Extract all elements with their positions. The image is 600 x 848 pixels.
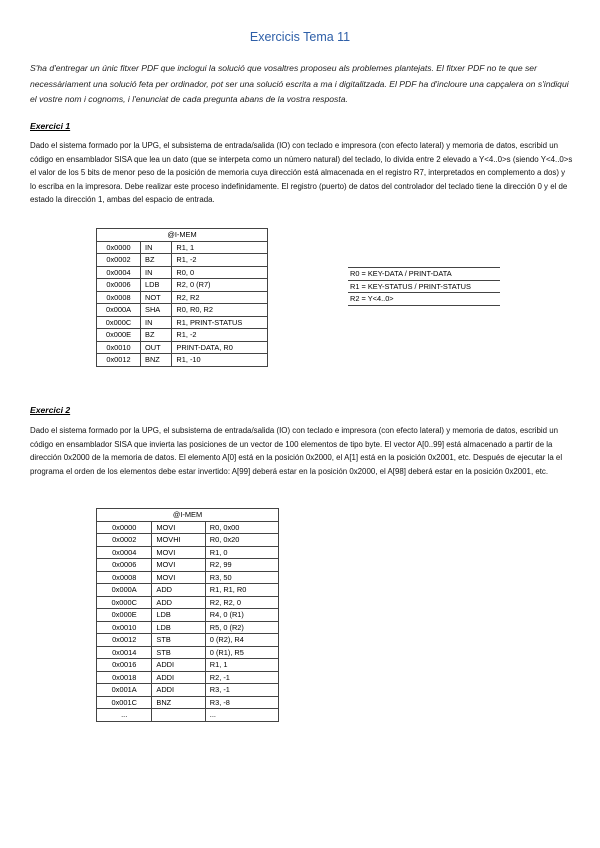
table-row (97, 571, 279, 584)
opcode-cell: MOVI (152, 521, 205, 534)
operands-cell: R5, 0 (R2) (205, 621, 278, 634)
table-row (97, 584, 279, 597)
address-cell: 0x0018 (97, 671, 152, 684)
register-r2-note: R2 = Y<4..0> (348, 293, 500, 306)
operands-cell: R1, -2 (172, 329, 268, 342)
address-cell: 0x0010 (97, 621, 152, 634)
address-cell: 0x000C (97, 316, 141, 329)
table-row (97, 684, 279, 697)
table-row (97, 621, 279, 634)
table-row (97, 291, 268, 304)
opcode-cell (152, 709, 205, 722)
opcode-cell: ADDI (152, 684, 205, 697)
exercise-2-statement: Dado el sistema formado por la UPG, el subsistema de entrada/salida (IO) con teclado e impresora (con efecto lateral) y memoria de datos, escribid un código en ensamblador SISA que invierta las posiciones de un vector de 100 elementos de tipo byte. El vector A[0..99] está almacenado a partir de la dirección 0x2000 de la memoria de datos. El elemento A[0] está en la posición 0x2000, el A[1] está en la posición 0x2001, etc. Después de ejecutar la el programa el orden de los elementos debe estar invertido: A[99] deberá estar en la posición 0x2000, el A[98] deberá estar en la posición 0x2001, etc. (30, 426, 563, 476)
operands-cell: R0, R0, R2 (172, 304, 268, 317)
address-cell: 0x000E (97, 329, 141, 342)
table-row (97, 659, 279, 672)
table-row (97, 696, 279, 709)
exercise-2-title: Exercici 2 (30, 405, 71, 415)
address-cell: 0x001A (97, 684, 152, 697)
opcode-cell: IN (141, 316, 172, 329)
address-cell: 0x000A (97, 584, 152, 597)
operands-cell: 0 (R2), R4 (205, 634, 278, 647)
table-row (97, 521, 279, 534)
table-row (97, 304, 268, 317)
table-header: @I-MEM (97, 509, 279, 522)
register-r1-note: R1 = KEY-STATUS / PRINT-STATUS (348, 280, 500, 293)
operands-cell: R2, 99 (205, 559, 278, 572)
opcode-cell: BZ (141, 329, 172, 342)
operands-cell: R0, 0x00 (205, 521, 278, 534)
operands-cell: PRINT-DATA, R0 (172, 341, 268, 354)
opcode-cell: ADDI (152, 671, 205, 684)
opcode-cell: STB (152, 634, 205, 647)
operands-cell: R2, 0 (R7) (172, 279, 268, 292)
opcode-cell: OUT (141, 341, 172, 354)
table-row (97, 266, 268, 279)
table-row (97, 354, 268, 367)
address-cell: 0x0010 (97, 341, 141, 354)
operands-cell: R1, PRINT-STATUS (172, 316, 268, 329)
address-cell: 0x0000 (97, 241, 141, 254)
address-cell: 0x0014 (97, 646, 152, 659)
table-row (97, 559, 279, 572)
operands-cell: R2, -1 (205, 671, 278, 684)
table-row (97, 634, 279, 647)
address-cell: 0x0012 (97, 634, 152, 647)
table-row (97, 709, 279, 722)
address-cell: 0x0002 (97, 534, 152, 547)
exercise-1-code-table (96, 228, 268, 367)
exercise-1-statement: Dado el sistema formado por la UPG, el subsistema de entrada/salida (IO) con teclado e impresora (con efecto lateral) y memoria de datos, escribid un código en ensamblador SISA que lea un dato (que se interpeta como un número natural) del teclado, lo divida entre 2 elevado a Y<4..0>s (siendo Y<4..0>s el valor de los 5 bits de menor peso de la posición de memoria cuya dirección está almacenada en el registro R7, interpretados en complemento a dos) y lo escriba en la impresora. Debe realizar este proceso indefinidamente. El registro (puerto) de datos del controlador del teclado tiene la dirección 0 y el de estado la dirección 1, ambas del espacio de entrada. (30, 141, 573, 205)
operands-cell: R1, -10 (172, 354, 268, 367)
table-row (97, 254, 268, 267)
opcode-cell: MOVI (152, 559, 205, 572)
opcode-cell: NOT (141, 291, 172, 304)
exercise-2-code-table (96, 508, 279, 722)
table-row (97, 546, 279, 559)
table-row (97, 329, 268, 342)
address-cell: 0x0016 (97, 659, 152, 672)
opcode-cell: ADD (152, 596, 205, 609)
operands-cell: R2, R2 (172, 291, 268, 304)
address-cell: 0x0012 (97, 354, 141, 367)
operands-cell: R3, -8 (205, 696, 278, 709)
opcode-cell: BNZ (152, 696, 205, 709)
opcode-cell: MOVHI (152, 534, 205, 547)
address-cell: 0x0008 (97, 571, 152, 584)
exercise-1-title: Exercici 1 (30, 121, 71, 131)
address-cell: 0x001C (97, 696, 152, 709)
address-cell: 0x0004 (97, 546, 152, 559)
address-cell: 0x0008 (97, 291, 141, 304)
table-header: @I-MEM (97, 229, 268, 242)
operands-cell: 0 (R1), R5 (205, 646, 278, 659)
table-row (97, 316, 268, 329)
address-cell: 0x0000 (97, 521, 152, 534)
register-r0-note: R0 = KEY-DATA / PRINT-DATA (348, 268, 500, 281)
register-legend (348, 267, 500, 306)
operands-cell: R1, R1, R0 (205, 584, 278, 597)
opcode-cell: IN (141, 266, 172, 279)
opcode-cell: SHA (141, 304, 172, 317)
opcode-cell: BZ (141, 254, 172, 267)
opcode-cell: ADDI (152, 659, 205, 672)
table-row (97, 241, 268, 254)
opcode-cell: LDB (152, 609, 205, 622)
table-row (97, 671, 279, 684)
instructions-paragraph: S'ha d'entregar un únic fitxer PDF que inclogui la solució que vosaltres proposeu als problemes plantejats. El fitxer PDF no te que ser necessàriament una solució feta per ordinador, pot ser una solució escrita a ma i digitalitzada. El PDF ha d'incloure una capçalera on s'indiqui el vostre nom i cognoms, i l'enunciat de cada pregunta abans de la vostra resposta. (30, 63, 569, 105)
opcode-cell: MOVI (152, 546, 205, 559)
table-row (97, 534, 279, 547)
table-row (97, 279, 268, 292)
opcode-cell: BNZ (141, 354, 172, 367)
opcode-cell: IN (141, 241, 172, 254)
table-row (97, 341, 268, 354)
address-cell: ... (97, 709, 152, 722)
operands-cell: R3, -1 (205, 684, 278, 697)
address-cell: 0x000E (97, 609, 152, 622)
table-row (97, 646, 279, 659)
address-cell: 0x0002 (97, 254, 141, 267)
address-cell: 0x000A (97, 304, 141, 317)
opcode-cell: LDB (141, 279, 172, 292)
operands-cell: R1, 1 (205, 659, 278, 672)
opcode-cell: STB (152, 646, 205, 659)
operands-cell: R2, R2, 0 (205, 596, 278, 609)
operands-cell: R0, 0x20 (205, 534, 278, 547)
opcode-cell: MOVI (152, 571, 205, 584)
address-cell: 0x0006 (97, 559, 152, 572)
operands-cell: ... (205, 709, 278, 722)
operands-cell: R1, 0 (205, 546, 278, 559)
operands-cell: R1, -2 (172, 254, 268, 267)
operands-cell: R1, 1 (172, 241, 268, 254)
address-cell: 0x0006 (97, 279, 141, 292)
opcode-cell: LDB (152, 621, 205, 634)
operands-cell: R3, 50 (205, 571, 278, 584)
address-cell: 0x0004 (97, 266, 141, 279)
page-title: Exercicis Tema 11 (249, 30, 351, 44)
table-row (97, 609, 279, 622)
address-cell: 0x000C (97, 596, 152, 609)
operands-cell: R0, 0 (172, 266, 268, 279)
operands-cell: R4, 0 (R1) (205, 609, 278, 622)
table-row (97, 596, 279, 609)
opcode-cell: ADD (152, 584, 205, 597)
